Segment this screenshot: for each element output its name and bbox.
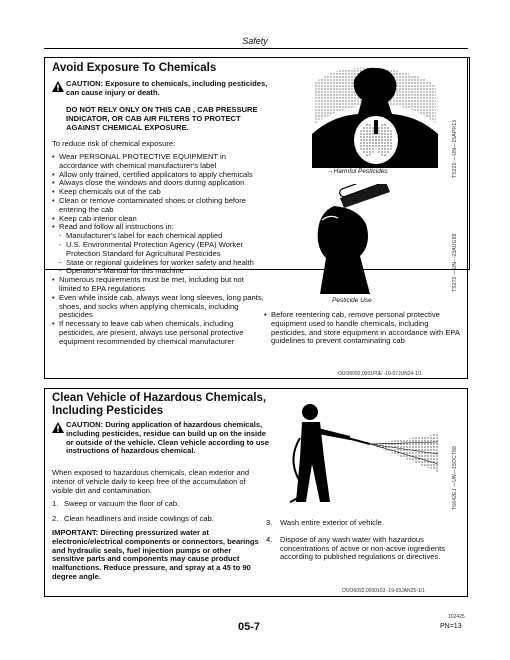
- list-sub-item: - Manufacturer's label for each chemical applied: [56, 232, 264, 241]
- list-item: 1. Sweep or vacuum the floor of cab.: [52, 499, 180, 508]
- list-item: 4. Dispose of any wash water with hazardous concentrations of active or non-active ingredients according to published regulations or directives.: [266, 534, 446, 562]
- list-item: • Keep chemicals out of the cab: [52, 188, 264, 197]
- figure-code-1: TS220 —UN—15APR13: [452, 119, 458, 178]
- list-item: • Numerous requirements must be met, including but not limited to EPA regulations: [52, 276, 264, 294]
- list-sub-item: - Operator's Manual for this machine: [56, 267, 264, 276]
- section1-border-extension: [44, 57, 468, 379]
- warning-triangle-icon: [52, 422, 64, 433]
- page-number: 05-7: [238, 621, 261, 633]
- footer-code-top: 102425: [448, 614, 465, 620]
- list-item: • Before reentering cab, remove personal protective equipment used to handle chemicals, including pesticides, and store equipment in accordance with EPA guidelines to prevent contaminating cab: [264, 311, 464, 346]
- page-header-title: Safety: [242, 36, 268, 46]
- list-item: 3. Wash entire exterior of vehicle.: [266, 518, 384, 527]
- figure-code-2: TS272 —UN—23AUG88: [452, 233, 458, 292]
- section1-title: Avoid Exposure To Chemicals: [52, 62, 217, 74]
- list-item: • Clean or remove contaminated shoes or clothing before entering the cab: [52, 197, 264, 215]
- section2-steps-left: [52, 500, 266, 530]
- list-item: 2. Clean headliners and inside cowlings of cab.: [52, 513, 214, 523]
- section2-ref-code: OUO6092,0000103 -19-03JAN25-1/1: [342, 588, 425, 594]
- section2-caution: CAUTION: During application of hazardous chemicals, including pesticides, residue can build up on the inside or outside of the vehicle. Clean vehicle according to use instructions of hazardous chemical.: [52, 421, 272, 456]
- section1-intro: To reduce risk of chemical exposure:: [52, 139, 176, 148]
- section1-warning-caps: DO NOT RELY ONLY ON THIS CAB , CAB PRESSURE INDICATOR, OR CAB AIR FILTERS TO PROTECT AGAINST CHEMICAL EXPOSURE.: [66, 105, 258, 132]
- list-item: • Read and follow all instructions in:: [52, 223, 264, 232]
- list-sub-item: - U.S. Environmental Protection Agency (EPA) Worker Protection Standard for Agricultural Pesticides: [56, 241, 264, 259]
- section1-caution: CAUTION: Exposure to chemicals, including pesticides, can cause injury or death.: [52, 80, 272, 98]
- list-item: • Even while inside cab, always wear long sleeves, long pants, shoes, and socks when applying chemicals, including pesticides: [52, 294, 264, 320]
- section2-paragraph: When exposed to hazardous chemicals, clean exterior and interior of vehicle daily to keep free of the accumulation of visible dirt and contamination.: [52, 468, 250, 495]
- list-item: • Allow only trained, certified applicators to apply chemicals: [52, 171, 264, 180]
- caption-harmful-pesticides: →Harmful Pesticides: [327, 168, 388, 175]
- list-sub-item: - State or regional guidelines for worker safety and health: [56, 259, 264, 268]
- footer-code-bottom: PN=13: [440, 623, 462, 630]
- section1-ref-code: OUO6092,0001F0E -19-07JUN24-1/1: [338, 371, 422, 377]
- list-item: • Always close the windows and doors during application: [52, 179, 264, 188]
- section2-important: IMPORTANT: Directing pressurized water at electronic/electrical components or connectors, bearings and hydraulic seals, fuel injection pumps or other sensitive parts and components may cause product malfunctions. Reduce pressure, and spray at a 45 to 90 degree angle.: [52, 528, 259, 581]
- header-rule: [44, 48, 468, 49]
- section2-steps-right: [266, 519, 462, 562]
- list-item: • Keep cab interior clean: [52, 215, 264, 224]
- pressure-washer-illustration: [280, 398, 440, 506]
- caption-pesticide-use: Pesticide Use: [332, 297, 372, 304]
- figure-code-3: T6642EJ —UN—18OCT88: [452, 445, 458, 510]
- list-item: • Wear PERSONAL PROTECTIVE EQUIPMENT in accordance with chemical manufacturer's label: [52, 153, 264, 171]
- list-item: • If necessary to leave cab when chemicals, including pesticides, are present, always use personal protective equipment recommended by chemical manufacturer: [52, 320, 264, 346]
- section2-title: Clean Vehicle of Hazardous Chemicals, Including Pesticides: [52, 392, 267, 417]
